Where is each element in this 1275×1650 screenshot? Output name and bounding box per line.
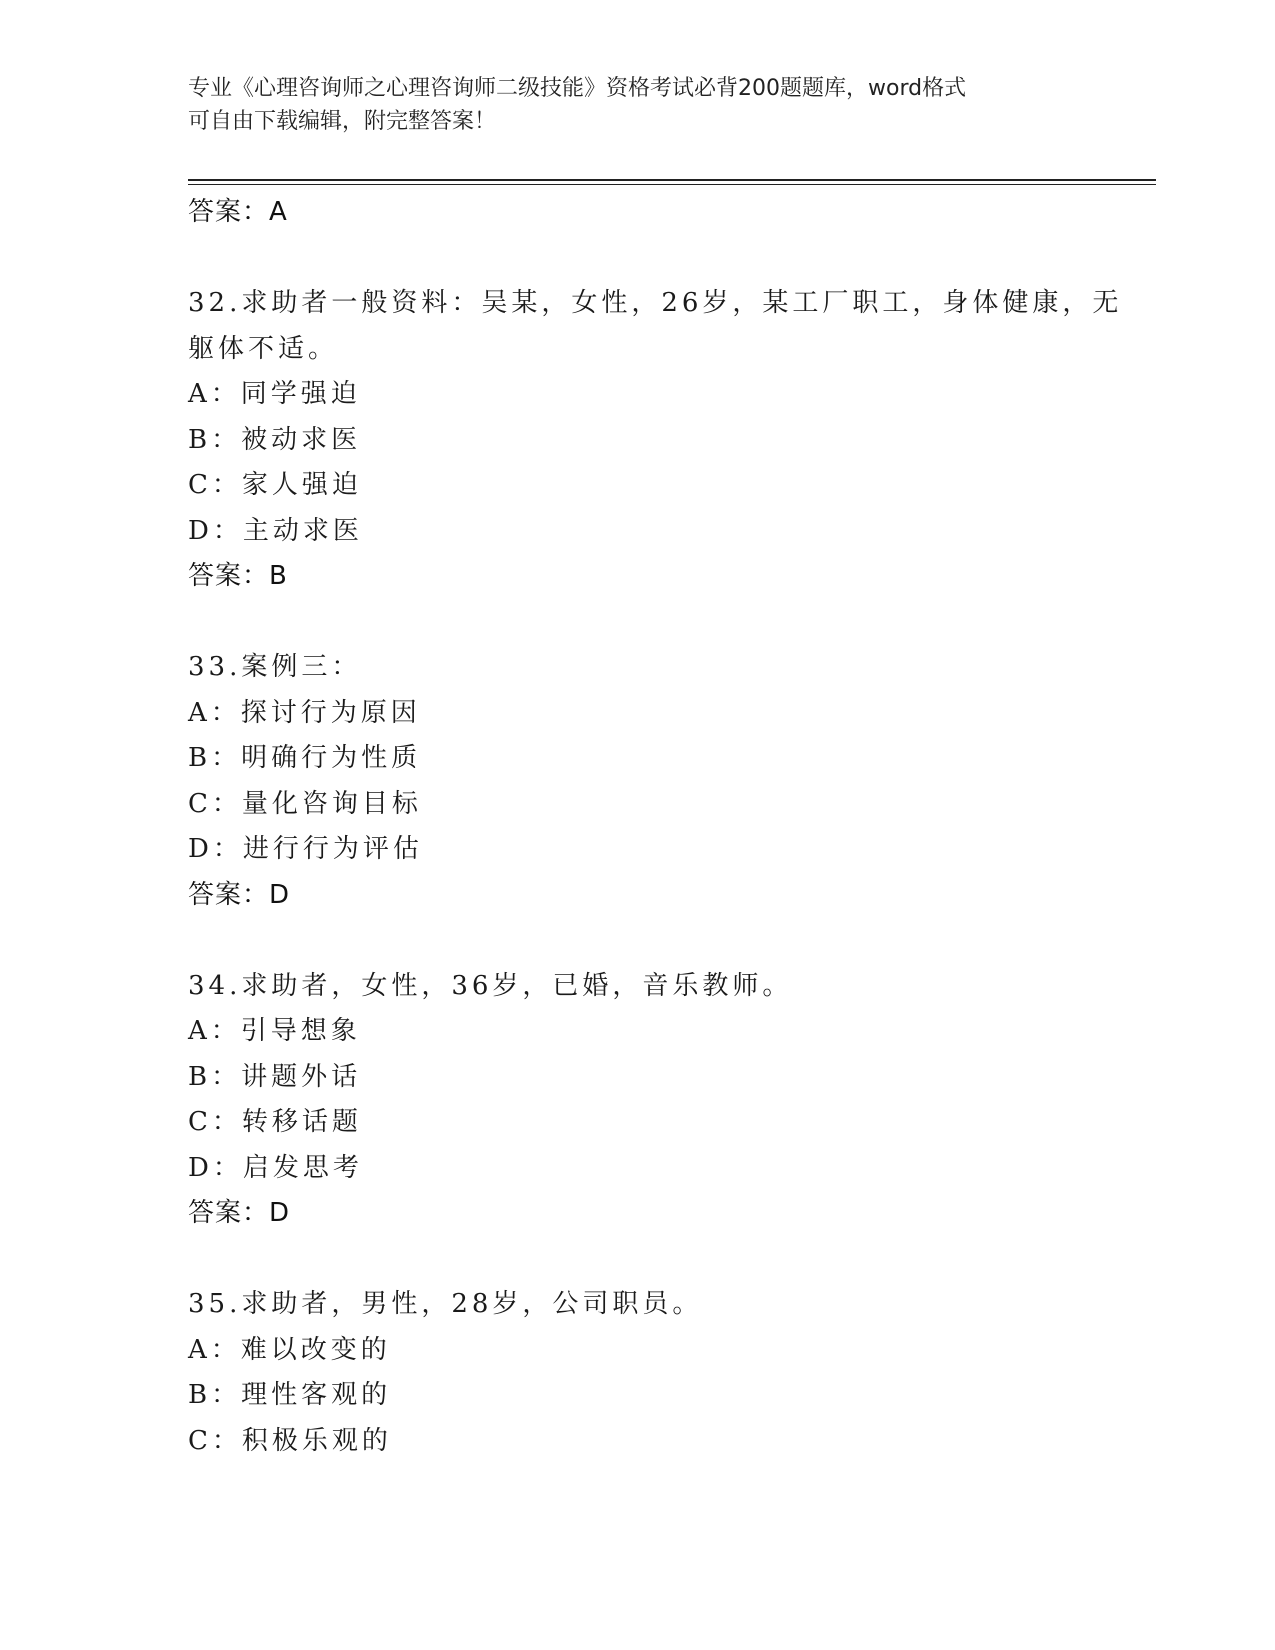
option-c: C：转移话题 <box>188 1107 362 1137</box>
question-block <box>188 1282 1088 1464</box>
spacer <box>188 600 1088 646</box>
question-block <box>188 281 1123 600</box>
spacer <box>188 918 1088 964</box>
option-b: B：讲题外话 <box>188 1061 362 1092</box>
document-header <box>188 72 1088 138</box>
option-d: D：进行行为评估 <box>188 834 423 864</box>
answer-line: 答案：D <box>188 879 291 910</box>
answer-line: 答案：A <box>188 197 288 227</box>
option-d: D：主动求医 <box>188 515 363 546</box>
question-stem: 33.案例三： <box>188 652 362 682</box>
option-a: A：同学强迫 <box>188 379 361 409</box>
document-body <box>188 190 1123 1464</box>
option-c: C：家人强迫 <box>188 470 362 500</box>
option-a: A：探讨行为原因 <box>188 697 421 728</box>
header-rule-thin <box>188 184 1156 185</box>
option-c: C：积极乐观的 <box>188 1425 392 1456</box>
spacer <box>188 1237 1088 1283</box>
header-rule-thick <box>188 179 1156 181</box>
option-b: B：被动求医 <box>188 424 362 455</box>
header-line-2: 可自由下载编辑，附完整答案！ <box>188 109 497 134</box>
header-line-1: 专业《心理咨询师之心理咨询师二级技能》资格考试必背200题题库，word格式 <box>188 76 967 101</box>
option-a: A：难以改变的 <box>188 1334 391 1365</box>
option-c: C：量化咨询目标 <box>188 788 422 819</box>
answer-line: 答案：B <box>188 561 288 591</box>
question-stem: 32.求助者一般资料：吴某，女性，26岁，某工厂职工，身体健康，无 <box>188 288 1123 318</box>
answer-line: 答案：D <box>188 1198 291 1228</box>
question-stem: 35.求助者，男性，28岁，公司职员。 <box>188 1289 703 1319</box>
question-stem-continued: 躯体不适。 <box>188 333 339 364</box>
option-b: B：明确行为性质 <box>188 743 422 773</box>
spacer <box>188 236 1088 282</box>
option-a: A：引导想象 <box>188 1016 361 1046</box>
question-block <box>188 645 1088 918</box>
option-d: D：启发思考 <box>188 1152 363 1183</box>
question-stem: 34.求助者，女性，36岁，已婚，音乐教师。 <box>188 970 793 1001</box>
option-b: B：理性客观的 <box>188 1380 392 1410</box>
question-block <box>188 964 1088 1237</box>
